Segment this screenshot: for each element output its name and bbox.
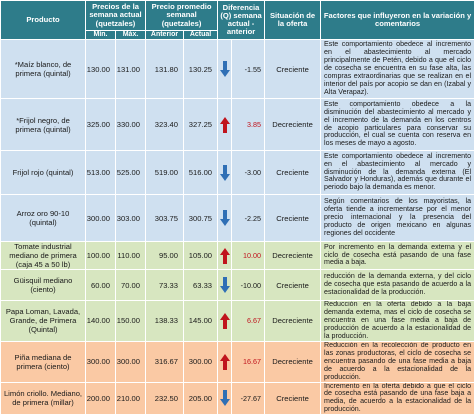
- cell-actual: 516.00: [184, 151, 218, 195]
- cell-producto: *Frijol negro, de primera (quintal): [1, 99, 86, 151]
- cell-anterior: 73.33: [146, 270, 184, 301]
- cell-diferencia: 10.00: [232, 242, 265, 270]
- factores-text: Este comportamiento obedece al incremento en el abastecimiento al mercado principalmente de Petén, debido a que el ciclo de cosecha se encuentra en su fase alta, las compras extraordinarias que se realizan en el interior del país por acopio se dan en (Izabal y Alta Verapaz).: [324, 41, 471, 97]
- cell-min: 300.00: [86, 341, 116, 382]
- cell-situacion: Creciente: [265, 382, 321, 415]
- factores-text: reducción de la demanda externa, y del ciclo de cosecha que esta pasando de acuerdo a la estacionalidad de la producción.: [324, 273, 471, 297]
- arrow-down-icon: [220, 277, 230, 293]
- cell-producto: Papa Loman, Lavada, Grande, de Primera (Quintal): [1, 301, 86, 342]
- cell-producto: Limón criollo. Mediano, de primera (millar): [1, 382, 86, 415]
- cell-trend: [218, 195, 232, 242]
- cell-anterior: 303.75: [146, 195, 184, 242]
- arrow-up-icon: [220, 354, 230, 370]
- cell-min: 140.00: [86, 301, 116, 342]
- cell-factores: [321, 40, 474, 99]
- cell-anterior: 131.80: [146, 40, 184, 99]
- header-situacion: Situación de la oferta: [265, 1, 321, 40]
- cell-max: 150.00: [116, 301, 146, 342]
- cell-producto: *Maíz blanco, de primera (quintal): [1, 40, 86, 99]
- cell-actual: 300.75: [184, 195, 218, 242]
- cell-min: 300.00: [86, 195, 116, 242]
- cell-producto: Arroz oro 90-10 (quintal): [1, 195, 86, 242]
- cell-factores: [321, 99, 474, 151]
- cell-trend: [218, 270, 232, 301]
- cell-anterior: 519.00: [146, 151, 184, 195]
- table-row: [1, 151, 474, 195]
- table-row: [1, 242, 474, 270]
- header-max: Máx.: [116, 31, 146, 40]
- header-diferencia: Diferencia (Q) semana actual - anterior: [218, 1, 265, 40]
- cell-producto: Piña mediana de primera (ciento): [1, 341, 86, 382]
- cell-anterior: 232.50: [146, 382, 184, 415]
- cell-actual: 130.25: [184, 40, 218, 99]
- header-factores: Factores que influyeron en la variación y comentarios: [321, 1, 474, 40]
- arrow-up-icon: [220, 117, 230, 133]
- cell-situacion: Decreciente: [265, 341, 321, 382]
- cell-diferencia: 3.85: [232, 99, 265, 151]
- table-row: [1, 270, 474, 301]
- cell-min: 513.00: [86, 151, 116, 195]
- cell-anterior: 138.33: [146, 301, 184, 342]
- cell-diferencia: -10.00: [232, 270, 265, 301]
- factores-text: Según comentarios de los mayoristas, la oferta tiende a incrementarse por el menor precio internacional y la presencia del producto de origen mexicano en algunas regiones del occidente: [324, 198, 471, 238]
- header-actual: Actual: [184, 31, 218, 40]
- table-row: [1, 301, 474, 342]
- cell-producto: Tomate industrial mediano de primera (caja 45 a 50 lb): [1, 242, 86, 270]
- cell-situacion: Decreciente: [265, 99, 321, 151]
- cell-diferencia: -1.55: [232, 40, 265, 99]
- header-precio-promedio: Precio promedio semanal (quetzales): [146, 1, 218, 31]
- cell-situacion: Creciente: [265, 195, 321, 242]
- table-row: [1, 40, 474, 99]
- header-precios-semana: Precios de la semana actual (quetzales): [86, 1, 146, 31]
- factores-text: Por incremento en la demanda externa y el ciclo de cosecha está pasando de una fase media a baja.: [324, 244, 471, 268]
- cell-max: 110.00: [116, 242, 146, 270]
- cell-min: 200.00: [86, 382, 116, 415]
- factores-text: Incremento en la oferta debido a que el ciclo de cosecha está pasando de una fase baja a media, de acuerdo a la estacionalidad de la producción.: [324, 383, 471, 415]
- cell-actual: 63.33: [184, 270, 218, 301]
- cell-trend: [218, 242, 232, 270]
- header-producto: Producto: [1, 1, 86, 40]
- cell-anterior: 316.67: [146, 341, 184, 382]
- factores-text: Reducción en la oferta debido a la baja demanda externa, mas el ciclo de cosecha se encuentra en una fase media a baja de producción de acuerdo a la estacionalidad de la producción.: [324, 301, 471, 341]
- cell-actual: 145.00: [184, 301, 218, 342]
- cell-factores: [321, 151, 474, 195]
- cell-factores: [321, 270, 474, 301]
- arrow-down-icon: [220, 61, 230, 77]
- arrow-up-icon: [220, 248, 230, 264]
- cell-factores: [321, 301, 474, 342]
- cell-max: 300.00: [116, 341, 146, 382]
- cell-situacion: Creciente: [265, 40, 321, 99]
- cell-diferencia: -2.25: [232, 195, 265, 242]
- header-anterior: Anterior: [146, 31, 184, 40]
- cell-factores: [321, 242, 474, 270]
- cell-max: 70.00: [116, 270, 146, 301]
- factores-text: Reducción en la recolección de producto en las zonas productoras, el ciclo de cosecha se encuentra pasando de una fase media a baja de acuerdo a la estacionalidad de la producción.: [324, 342, 471, 382]
- arrow-down-icon: [220, 390, 230, 406]
- cell-diferencia: 6.67: [232, 301, 265, 342]
- arrow-down-icon: [220, 210, 230, 226]
- cell-trend: [218, 341, 232, 382]
- cell-diferencia: 16.67: [232, 341, 265, 382]
- cell-trend: [218, 301, 232, 342]
- cell-max: 131.00: [116, 40, 146, 99]
- cell-situacion: Decreciente: [265, 301, 321, 342]
- cell-trend: [218, 382, 232, 415]
- cell-trend: [218, 99, 232, 151]
- cell-trend: [218, 151, 232, 195]
- cell-min: 130.00: [86, 40, 116, 99]
- cell-actual: 205.00: [184, 382, 218, 415]
- factores-text: Este comportamiento obedece a la disminución del abastecimiento al mercado y el incremento de la demanda en los centros de acopio particulares para conservar su producción, el cual se cuenta con reserva en los meses de mayo a agosto.: [324, 101, 471, 149]
- cell-min: 60.00: [86, 270, 116, 301]
- cell-actual: 300.00: [184, 341, 218, 382]
- cell-anterior: 95.00: [146, 242, 184, 270]
- table-row: [1, 341, 474, 382]
- cell-factores: [321, 195, 474, 242]
- cell-situacion: Creciente: [265, 151, 321, 195]
- cell-situacion: Creciente: [265, 270, 321, 301]
- factores-text: Este comportamiento obedece al incremento en el abastecimiento al mercado y disminución de la demanda externa (El Salvador y Honduras), además que durante el periodo bajo la demanda es menor.: [324, 153, 471, 193]
- cell-situacion: Decreciente: [265, 242, 321, 270]
- table-row: [1, 195, 474, 242]
- cell-max: 525.00: [116, 151, 146, 195]
- cell-actual: 327.25: [184, 99, 218, 151]
- cell-actual: 105.00: [184, 242, 218, 270]
- table-row: [1, 382, 474, 415]
- header-min: Mín.: [86, 31, 116, 40]
- cell-diferencia: -27.67: [232, 382, 265, 415]
- arrow-up-icon: [220, 313, 230, 329]
- cell-max: 210.00: [116, 382, 146, 415]
- cell-producto: Frijol rojo (quintal): [1, 151, 86, 195]
- cell-factores: [321, 341, 474, 382]
- cell-producto: Güisquil mediano (ciento): [1, 270, 86, 301]
- arrow-down-icon: [220, 165, 230, 181]
- cell-diferencia: -3.00: [232, 151, 265, 195]
- cell-min: 100.00: [86, 242, 116, 270]
- cell-max: 303.00: [116, 195, 146, 242]
- cell-factores: [321, 382, 474, 415]
- cell-min: 325.00: [86, 99, 116, 151]
- cell-anterior: 323.40: [146, 99, 184, 151]
- table-row: [1, 99, 474, 151]
- cell-trend: [218, 40, 232, 99]
- cell-max: 330.00: [116, 99, 146, 151]
